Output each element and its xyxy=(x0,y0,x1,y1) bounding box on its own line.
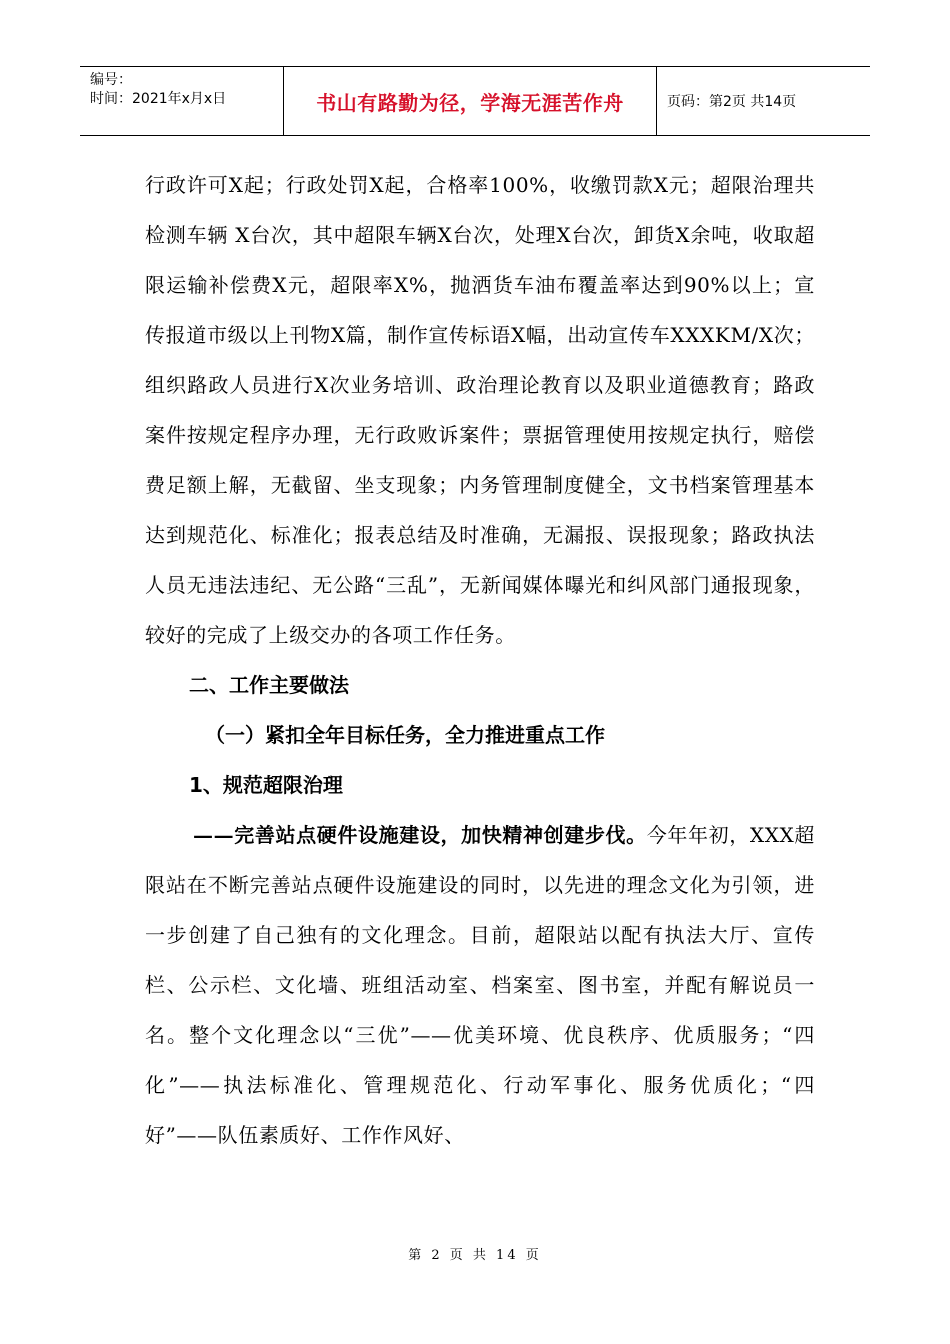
paragraph-station xyxy=(145,810,815,1160)
page-header xyxy=(80,66,870,136)
header-page-cell xyxy=(657,67,870,135)
item-heading: 1、规范超限治理 xyxy=(189,773,343,797)
header-motto: 书山有路勤为径，学海无涯苦作舟 xyxy=(316,90,624,115)
page-footer: 第 2 页 共 14 页 xyxy=(408,1248,542,1263)
paragraph-lead: ——完善站点硬件设施建设，加快精神创建步伐。 xyxy=(193,823,647,847)
subsection-heading: （一）紧扣全年目标任务，全力推进重点工作 xyxy=(205,723,605,747)
paragraph-summary: 行政许可X起；行政处罚X起，合格率100%，收缴罚款X元；超限治理共检测车辆 X台次，其中超限车辆X台次，处理X台次，卸货X余吨，收取超限运输补偿费X元，超限率X%，抛洒货车油布覆盖率达到90%以上；宣传报道市级以上刊物X篇，制作宣传标语X幅，出动宣传车XXXKM/X次；组织路政人员进行X次业务培训、政治理论教育以及职业道德教育；路政案件按规定程序办理，无行政败诉案件；票据管理使用按规定执行，赔偿费足额上解，无截留、坐支现象；内务管理制度健全，文书档案管理基本达到规范化、标准化；报表总结及时准确，无漏报、误报现象；路政执法人员无违法违纪、无公路“三乱”，无新闻媒体曝光和纠风部门通报现象，较好的完成了上级交办的各项工作任务。 xyxy=(145,173,815,647)
date-label: 时间：2021年x月x日 xyxy=(90,91,227,107)
section-heading: 二、工作主要做法 xyxy=(189,673,349,697)
paragraph-text: 今年年初，XXX超限站在不断完善站点硬件设施建设的同时，以先进的理念文化为引领，进一步创建了自己独有的文化理念。目前，超限站以配有执法大厅、宣传栏、公示栏、文化墙、班组活动室、档案室、图书室，并配有解说员一名。整个文化理念以“三优”——优美环境、优良秩序、优质服务；“四化”——执法标准化、管理规范化、行动军事化、服务优质化；“四好”——队伍素质好、工作作风好、 xyxy=(145,823,815,1147)
header-meta xyxy=(80,67,283,135)
header-page-label: 页码：第2页 共14页 xyxy=(667,94,797,110)
header-motto-cell xyxy=(283,67,657,135)
number-label: 编号： xyxy=(90,72,132,88)
document-body xyxy=(145,160,815,1160)
